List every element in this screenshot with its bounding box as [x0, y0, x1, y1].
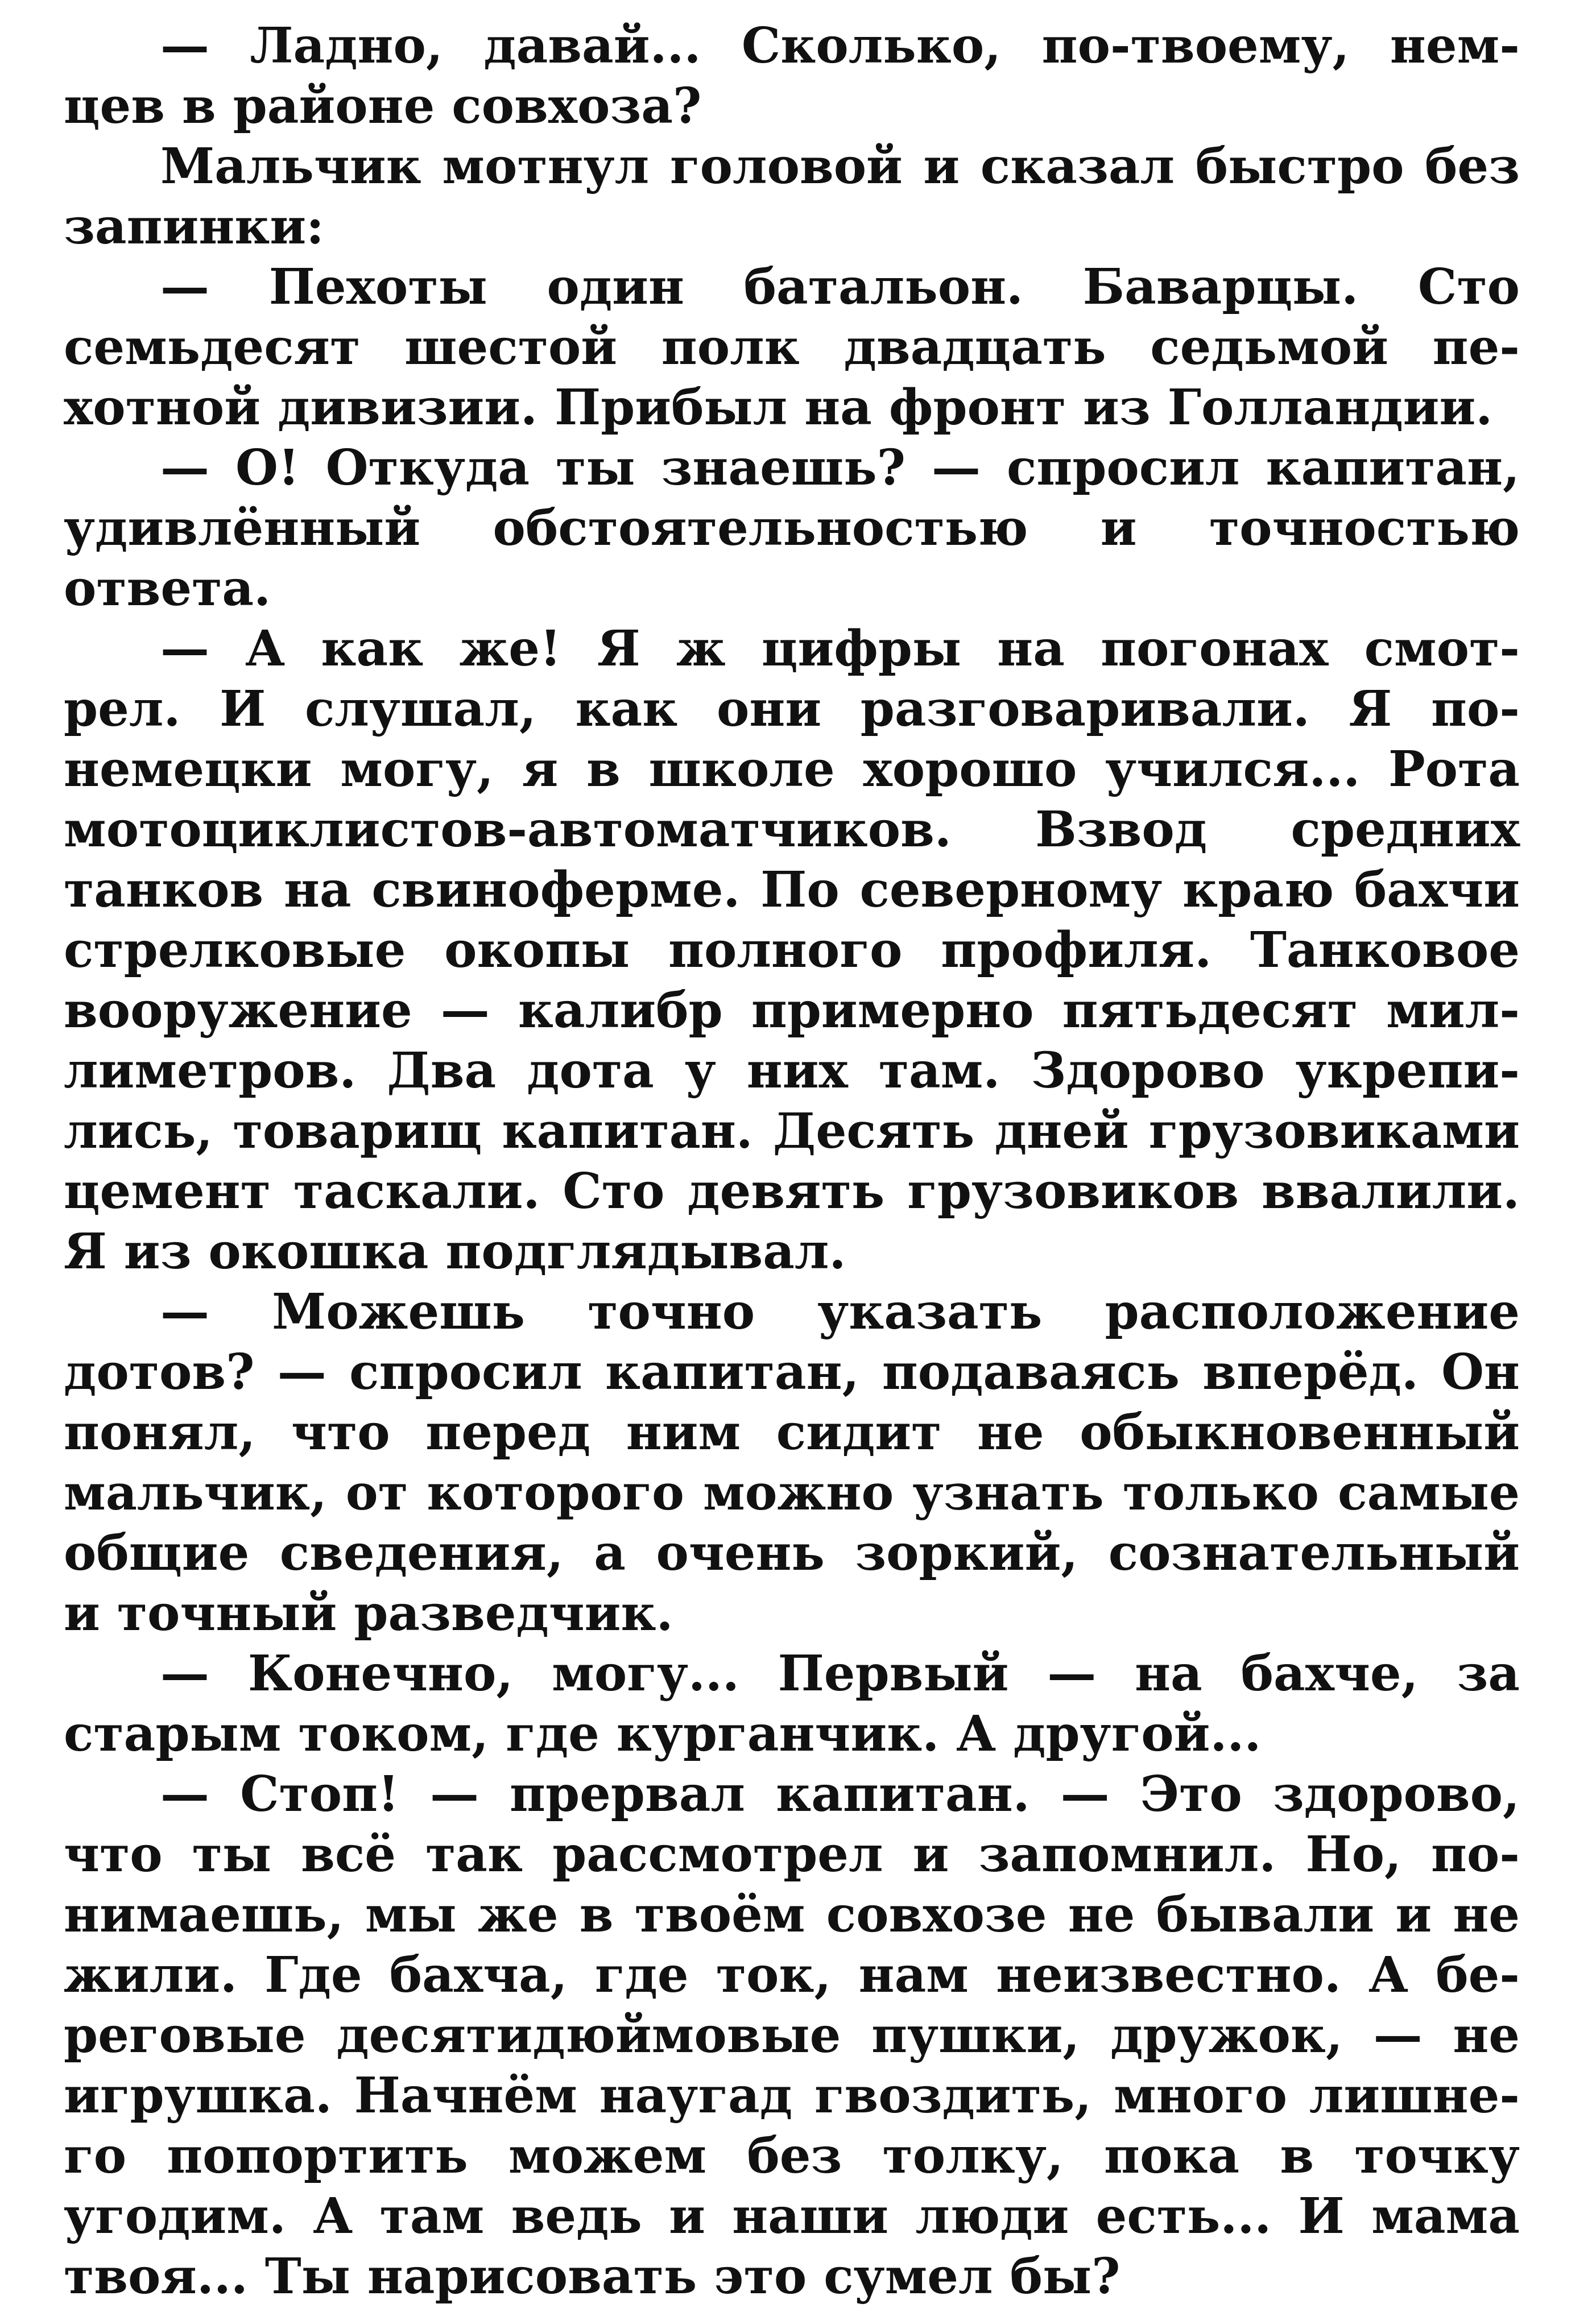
text-line: удивлённый обстоятельностью и точностью	[64, 499, 1520, 557]
text-line: дотов? — спросил капитан, подаваясь вперёд. Он	[64, 1343, 1520, 1401]
text-line: Мальчик мотнул головой и сказал быстро без	[160, 138, 1520, 195]
text-line: нимаешь, мы же в твоём совхозе не бывали и не	[64, 1886, 1520, 1943]
text-line: что ты всё так рассмотрел и запомнил. Но, по-	[64, 1826, 1520, 1883]
text-line: запинки:	[64, 198, 324, 255]
text-line: танков на свиноферме. По северному краю бахчи	[64, 861, 1520, 919]
text-line: — О! Откуда ты знаешь? — спросил капитан,	[160, 439, 1520, 497]
text-line: цев в районе совхоза?	[64, 77, 702, 135]
text-line: реговые десятидюймовые пушки, дружок, — не	[64, 2007, 1520, 2064]
text-line: цемент таскали. Сто девять грузовиков ввалили.	[64, 1163, 1520, 1220]
text-line: хотной дивизии. Прибыл на фронт из Голландии.	[64, 379, 1493, 436]
book-page	[64, 16, 1520, 2308]
page-text	[64, 16, 1520, 2307]
text-line: го попортить можем без толку, пока в точку	[64, 2127, 1520, 2185]
text-line: рел. И слушал, как они разговаривали. Я по-	[64, 680, 1520, 738]
text-line: и точный разведчик.	[64, 1585, 673, 1642]
text-line: жили. Где бахча, где ток, нам неизвестно. А бе-	[64, 1946, 1520, 2004]
text-line: — Конечно, могу... Первый — на бахче, за	[160, 1645, 1520, 1702]
text-line: Я из окошка подглядывал.	[64, 1223, 846, 1280]
text-line: угодим. А там ведь и наши люди есть... И мама	[64, 2187, 1520, 2245]
text-line: семьдесят шестой полк двадцать седьмой пе-	[64, 319, 1520, 376]
text-line: немецки могу, я в школе хорошо учился... Рота	[64, 741, 1520, 798]
text-line: — Ладно, давай... Сколько, по-твоему, нем-	[160, 17, 1520, 75]
text-line: игрушка. Начнём наугад гвоздить, много лишне-	[64, 2067, 1520, 2124]
text-line: мотоциклистов-автоматчиков. Взвод средних	[64, 801, 1520, 858]
text-line: лись, товарищ капитан. Десять дней грузовиками	[64, 1103, 1520, 1160]
text-line: лиметров. Два дота у них там. Здорово укрепи-	[64, 1042, 1520, 1099]
text-line: — А как же! Я ж цифры на погонах смот-	[160, 620, 1520, 677]
text-line: мальчик, от которого можно узнать только самые	[64, 1465, 1520, 1521]
text-line: стрелковые окопы полного профиля. Танковое	[64, 921, 1520, 979]
text-line: — Стоп! — прервал капитан. — Это здорово,	[160, 1765, 1520, 1823]
text-line: старым током, где курганчик. А другой...	[64, 1705, 1262, 1763]
text-line: твоя... Ты нарисовать это сумел бы?	[64, 2248, 1120, 2305]
text-line: — Можешь точно указать расположение	[160, 1283, 1520, 1341]
text-line: понял, что перед ним сидит не обыкновенный	[64, 1404, 1520, 1461]
text-line: ответа.	[64, 560, 271, 617]
text-line: вооружение — калибр примерно пятьдесят мил-	[64, 982, 1520, 1039]
text-line: — Пехоты один батальон. Баварцы. Сто	[160, 258, 1520, 316]
text-line: общие сведения, а очень зоркий, сознательный	[64, 1524, 1520, 1582]
